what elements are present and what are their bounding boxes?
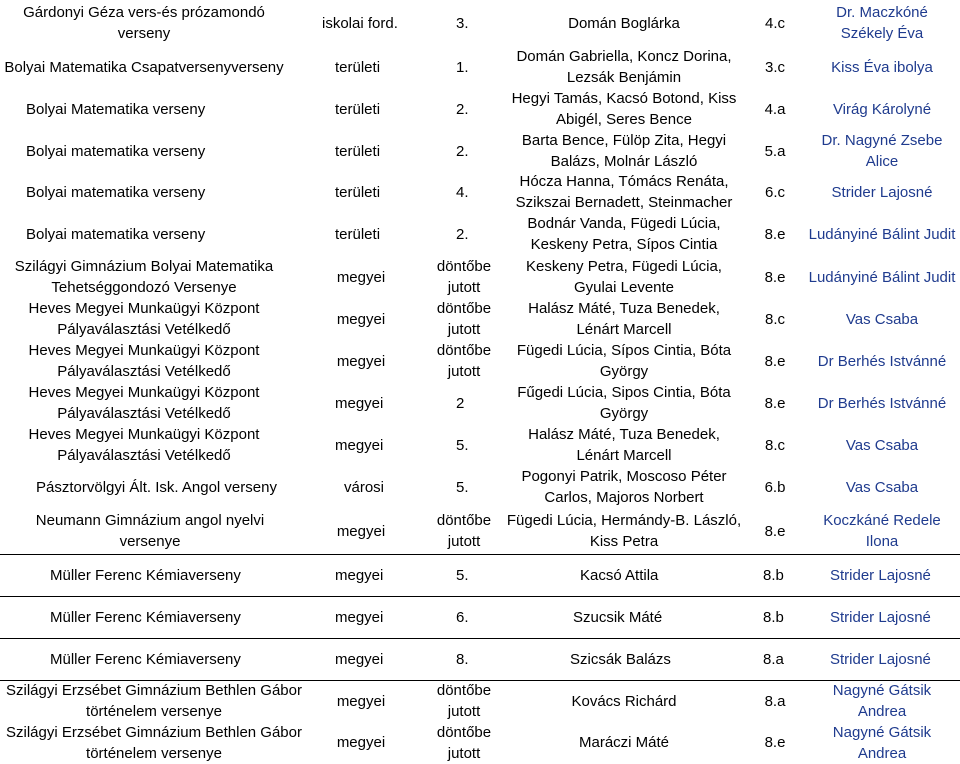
class-cell: 8.c xyxy=(764,436,785,454)
students-cell: Pogonyi Patrik, Moscoso Péter Carlos, Majoros Norbert xyxy=(521,468,727,506)
level-cell: területi xyxy=(335,225,381,243)
result-cell: döntőbe jutott xyxy=(436,300,492,338)
students-cell: Kacsó Attila xyxy=(580,566,659,584)
competition-cell: Heves Megyei Munkaügyi Központ Pályaválasztási Vetélkedő xyxy=(28,342,260,380)
result-cell: 1. xyxy=(456,58,469,76)
result-cell: 8. xyxy=(456,650,469,668)
result-cell: 5. xyxy=(456,436,469,454)
competition-cell: Bolyai matematika verseny xyxy=(26,225,206,243)
competition-cell: Heves Megyei Munkaügyi Központ Pályaválasztási Vetélkedő xyxy=(28,384,260,422)
class-cell: 8.c xyxy=(764,310,785,328)
competition-cell: Bolyai Matematika Csapatversenyverseny xyxy=(4,58,284,76)
class-cell: 8.e xyxy=(764,522,786,540)
level-cell: megyei xyxy=(335,608,384,626)
table-row xyxy=(0,639,960,679)
class-cell: 8.e xyxy=(764,394,786,412)
table-row xyxy=(0,172,960,212)
teacher-cell: Strider Lajosné xyxy=(830,650,931,668)
teacher-cell: Dr. Nagyné Zsebe Alice xyxy=(821,132,943,170)
level-cell: területi xyxy=(335,142,381,160)
competition-cell: Pásztorvölgyi Ált. Isk. Angol verseny xyxy=(36,478,277,496)
level-cell: megyei xyxy=(336,692,386,710)
class-cell: 8.e xyxy=(764,352,786,370)
class-cell: 5.a xyxy=(764,142,786,160)
level-cell: megyei xyxy=(335,436,384,454)
teacher-cell: Ludányiné Bálint Judit xyxy=(808,225,956,243)
students-cell: Halász Máté, Tuza Benedek, Lénárt Marcell xyxy=(528,300,720,338)
result-cell: 2. xyxy=(456,225,469,243)
teacher-cell: Dr Berhés Istvánné xyxy=(817,352,947,370)
students-cell: Bodnár Vanda, Fügedi Lúcia, Keskeny Petra, Sípos Cintia xyxy=(527,215,721,253)
class-cell: 8.b xyxy=(763,566,784,584)
table-row xyxy=(0,88,960,130)
class-cell: 8.e xyxy=(764,268,786,286)
students-cell: Fügedi Lúcia, Hermándy-B. László, Kiss Petra xyxy=(506,512,742,550)
students-cell: Szicsák Balázs xyxy=(570,650,671,668)
class-cell: 8.a xyxy=(764,692,786,710)
students-cell: Maráczi Máté xyxy=(578,734,670,751)
level-cell: megyei xyxy=(335,394,384,412)
students-cell: Keskeny Petra, Fügedi Lúcia, Gyulai Levente xyxy=(526,258,722,296)
table-row xyxy=(0,597,960,637)
teacher-cell: Vas Csaba xyxy=(845,478,919,496)
competition-cell: Gárdonyi Géza vers-és prózamondó verseny xyxy=(23,4,265,42)
competition-cell: Szilágyi Erzsébet Gimnázium Bethlen Gábor történelem versenye xyxy=(6,682,302,720)
teacher-cell: Dr Berhés Istvánné xyxy=(817,394,947,412)
result-cell: döntőbe jutott xyxy=(436,723,492,762)
result-cell: 2. xyxy=(456,100,469,118)
class-cell: 6.b xyxy=(764,478,786,496)
competition-cell: Heves Megyei Munkaügyi Központ Pályaválasztási Vetélkedő xyxy=(28,426,260,464)
level-cell: területi xyxy=(335,100,381,118)
table-row xyxy=(0,508,960,554)
class-cell: 6.c xyxy=(764,183,785,201)
level-cell: megyei xyxy=(336,352,386,370)
competition-cell: Bolyai Matematika verseny xyxy=(26,100,206,118)
result-cell: döntőbe jutott xyxy=(436,682,492,720)
students-cell: Barta Bence, Fülöp Zita, Hegyi Balázs, Molnár László xyxy=(521,132,727,170)
teacher-cell: Kiss Éva ibolya xyxy=(831,58,933,76)
table-row xyxy=(0,681,960,721)
teacher-cell: Dr. Maczkóné Székely Éva xyxy=(836,4,928,42)
competition-cell: Neumann Gimnázium angol nyelvi versenye xyxy=(35,512,265,550)
competition-cell: Bolyai matematika verseny xyxy=(26,183,206,201)
result-cell: döntőbe jutott xyxy=(436,342,492,380)
level-cell: megyei xyxy=(336,268,386,286)
students-cell: Halász Máté, Tuza Benedek, Lénárt Marcell xyxy=(528,426,720,464)
level-cell: megyei xyxy=(336,310,386,328)
result-cell: döntőbe jutott xyxy=(436,258,492,296)
students-cell: Kovács Richárd xyxy=(571,692,677,710)
table-row xyxy=(0,212,960,256)
competition-cell: Müller Ferenc Kémiaverseny xyxy=(50,566,241,584)
table-row xyxy=(0,256,960,298)
result-cell: 3. xyxy=(456,14,469,32)
result-cell: 6. xyxy=(456,608,469,626)
result-cell: 2. xyxy=(456,142,469,160)
class-cell: 3.c xyxy=(764,58,785,76)
teacher-cell: Strider Lajosné xyxy=(831,183,933,201)
students-cell: Fügedi Lúcia, Sípos Cintia, Bóta György xyxy=(516,342,732,380)
students-cell: Hócza Hanna, Tómács Renáta, Szikszai Bernadett, Steinmacher xyxy=(515,173,733,211)
table-row xyxy=(0,130,960,172)
table-row xyxy=(0,466,960,508)
class-cell: 4.c xyxy=(764,14,785,32)
competition-cell: Müller Ferenc Kémiaverseny xyxy=(50,608,241,626)
teacher-cell: Strider Lajosné xyxy=(830,608,931,626)
result-cell: döntőbe jutott xyxy=(436,512,492,550)
students-cell: Szucsik Máté xyxy=(573,608,663,626)
level-cell: területi xyxy=(335,58,381,76)
result-cell: 5. xyxy=(456,478,469,496)
teacher-cell: Koczkáné Redele Ilona xyxy=(823,512,941,550)
class-cell: 8.e xyxy=(764,225,786,243)
level-cell: városi xyxy=(344,478,385,496)
competition-cell: Szilágyi Gimnázium Bolyai Matematika Tehetséggondozó Versenye xyxy=(14,258,274,296)
result-cell: 4. xyxy=(456,183,469,201)
competition-cell: Szilágyi Erzsébet Gimnázium Bethlen Gábor történelem versenye xyxy=(6,723,302,762)
students-cell: Domán Boglárka xyxy=(568,14,680,32)
competition-cell: Bolyai matematika verseny xyxy=(26,142,206,160)
level-cell: területi xyxy=(335,183,381,201)
table-row xyxy=(0,340,960,382)
result-cell: 2 xyxy=(456,394,465,412)
table-row xyxy=(0,721,960,764)
teacher-cell: Nagyné Gátsik Andrea xyxy=(832,723,932,762)
level-cell: megyei xyxy=(336,734,386,751)
class-cell: 8.e xyxy=(764,734,786,751)
students-cell: Hegyi Tamás, Kacsó Botond, Kiss Abigél, Seres Bence xyxy=(511,90,737,128)
level-cell: megyei xyxy=(335,566,384,584)
level-cell: megyei xyxy=(335,650,384,668)
class-cell: 8.a xyxy=(763,650,784,668)
students-cell: Domán Gabriella, Koncz Dorina, Lezsák Benjámin xyxy=(516,48,732,86)
teacher-cell: Vas Csaba xyxy=(845,310,919,328)
teacher-cell: Virág Károlyné xyxy=(832,100,932,118)
level-cell: megyei xyxy=(336,522,386,540)
teacher-cell: Strider Lajosné xyxy=(830,566,931,584)
class-cell: 8.b xyxy=(763,608,784,626)
teacher-cell: Nagyné Gátsik Andrea xyxy=(832,682,932,720)
table-row xyxy=(0,298,960,340)
table-row xyxy=(0,382,960,424)
class-cell: 4.a xyxy=(764,100,786,118)
teacher-cell: Ludányiné Bálint Judit xyxy=(808,268,956,286)
table-row xyxy=(0,424,960,466)
teacher-cell: Vas Csaba xyxy=(845,436,919,454)
table-row xyxy=(0,555,960,595)
competition-cell: Heves Megyei Munkaügyi Központ Pályaválasztási Vetélkedő xyxy=(28,300,260,338)
table-row xyxy=(0,0,960,46)
table-row xyxy=(0,46,960,88)
result-cell: 5. xyxy=(456,566,469,584)
competition-cell: Müller Ferenc Kémiaverseny xyxy=(50,650,241,668)
students-cell: Fűgedi Lúcia, Sipos Cintia, Bóta György xyxy=(517,384,731,422)
level-cell: iskolai ford. xyxy=(322,14,398,32)
